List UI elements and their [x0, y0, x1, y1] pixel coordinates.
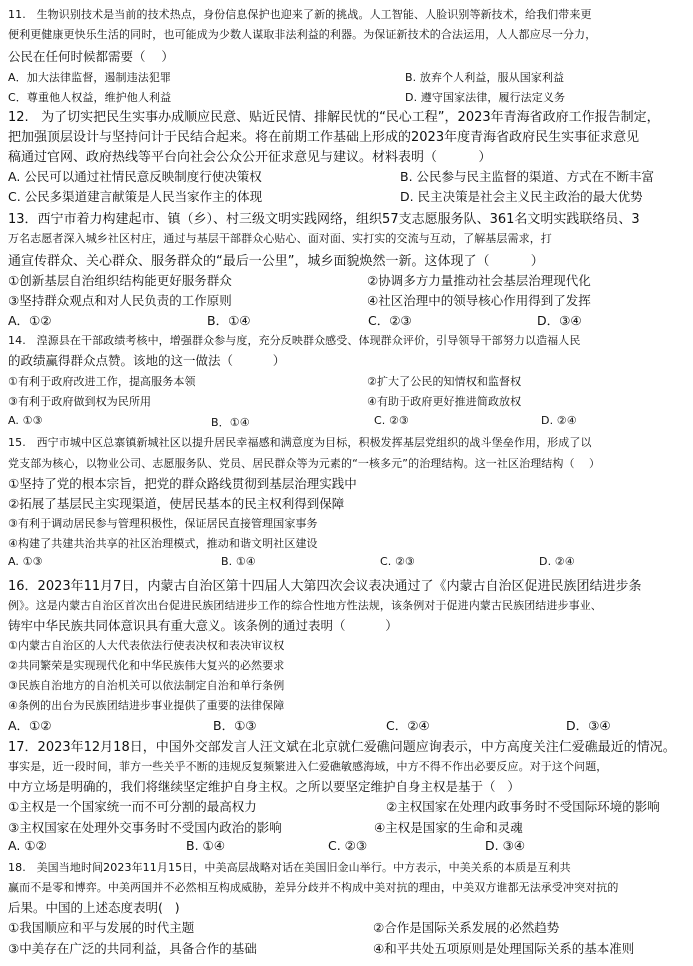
q18-stem-line-2: 赢而不是零和博弈。中美两国并不必然相互构成威胁，差异分歧并不构成中美对抗的理由，中美双方谁都无法承受冲突对抗的 — [8, 881, 619, 894]
q14-statement-2: ②扩大了公民的知情权和监督权 — [367, 375, 522, 388]
q12-stem-line-2: 把加强顶层设计与坚持问计于民结合起来。将在前期工作基础上形成的2023年度青海省政府民生实事征求意见 — [8, 130, 640, 145]
q13-answer-d: D．③④ — [537, 313, 582, 328]
q15-stem-line-2: 党支部为核心，以物业公司、志愿服务队、党员、居民群众等为元素的“一核多元”的治理结构。这一社区治理结构（ ） — [8, 457, 601, 470]
q16-answer-d: D．③④ — [566, 718, 611, 733]
q13-answer-a: A．①② — [8, 313, 52, 328]
q17-answer-d: D. ③④ — [485, 838, 525, 853]
q12-stem-line-1: 12. 为了切实把民生实事办成顺应民意、贴近民情、排解民忧的“民心工程”，2023年青海省政府工作报告制定， — [8, 110, 660, 125]
q14-statement-4: ④有助于政府更好推进简政放权 — [367, 395, 522, 408]
q18-statement-4: ④和平共处五项原则是处理国际关系的基本准则 — [373, 941, 635, 956]
q17-statement-1: ①主权是一个国家统一而不可分割的最高权力 — [8, 799, 257, 814]
q16-stem-line-3: 铸牢中华民族共同体意识具有重大意义。该条例的通过表明（ ） — [8, 618, 398, 633]
q11-stem-line-2: 便利更健康更快乐生活的同时，也可能成为少数人谋取非法利益的利器。为保证新技术的合法运用，人人都应尽一分力， — [8, 28, 597, 41]
q13-statement-2: ②协调多方力量推动社会基层治理现代化 — [367, 273, 591, 288]
q17-statement-2: ②主权国家在处理内政事务时不受国际环境的影响 — [386, 799, 660, 814]
q16-statement-3: ③民族自治地方的自治机关可以依法制定自治和单行条例 — [8, 679, 285, 692]
q16-answer-a: A．①② — [8, 718, 52, 733]
q14-stem-line-2: 的政绩赢得群众点赞。该地的这一做法（ ） — [8, 353, 286, 368]
q13-stem-line-2: 万名志愿者深入城乡社区村庄，通过与基层干部群众心贴心、面对面、实打实的交流与互动，了解基层需求，打 — [8, 232, 552, 245]
q12-option-a: A. 公民可以通过社情民意反映制度行使决策权 — [8, 169, 262, 184]
q13-statement-1: ①创新基层自治组织结构能更好服务群众 — [8, 273, 232, 288]
q14-answer-b: B．①④ — [211, 416, 250, 429]
q17-stem-line-1: 17．2023年12月18日，中国外交部发言人汪文斌在北京就仁爱礁问题应询表示，中方高度关注仁爱礁最近的情况。 — [8, 740, 676, 755]
q16-statement-4: ④条例的出台为民族团结进步事业提供了重要的法律保障 — [8, 699, 285, 712]
q18-stem-line-1: 18. 美国当地时间2023年11月15日，中美高层战略对话在美国旧金山举行。中方表示，中美关系的本质是互利共 — [8, 861, 571, 874]
q17-stem-line-3: 中方立场是明确的，我们将继续坚定维护自身主权。之所以要坚定维护自身主权是基于（ ） — [8, 779, 520, 794]
q16-stem-line-1: 16．2023年11月7日，内蒙古自治区第十四届人大第四次会议表决通过了《内蒙古自治区促进民族团结进步条 — [8, 579, 642, 594]
q14-answer-a: A. ①③ — [8, 414, 43, 427]
q15-answer-b: B. ①④ — [221, 555, 256, 568]
q17-statement-3: ③主权国家在处理外交事务时不受国内政治的影响 — [8, 820, 282, 835]
q16-stem-line-2: 例》。这是内蒙古自治区首次出台促进民族团结进步工作的综合性地方性法规，该条例对于促进内蒙古民族团结进步事业、 — [8, 599, 602, 612]
q16-answer-b: B．①③ — [213, 718, 257, 733]
q14-statement-1: ①有利于政府改进工作，提高服务本领 — [8, 375, 196, 388]
q11-option-c: C．尊重他人权益，维护他人利益 — [8, 91, 172, 104]
q17-answer-b: B. ①④ — [186, 838, 225, 853]
q13-answer-b: B．①④ — [207, 313, 251, 328]
q11-option-b: B. 放弃个人利益，服从国家利益 — [405, 71, 565, 84]
q15-statement-1: ①坚持了党的根本宗旨，把党的群众路线贯彻到基层治理实践中 — [8, 476, 357, 491]
q14-stem-line-1: 14. 湟源县在干部政绩考核中，增强群众参与度，充分反映群众感受、体现群众评价，引导领导干部努力以造福人民 — [8, 334, 581, 347]
q15-statement-4: ④构建了共建共治共享的社区治理模式，推动和谐文明社区建设 — [8, 537, 318, 550]
q12-option-b: B. 公民参与民主监督的渠道、方式在不断丰富 — [400, 169, 655, 184]
q14-answer-d: D. ②④ — [541, 414, 577, 427]
q17-answer-a: A. ①② — [8, 838, 47, 853]
q17-stem-line-2: 事实是，近一段时间，菲方一些关乎不断的违规反复频繁进入仁爱礁敏感海域，中方不得不作出必要反应。对于这个问题， — [8, 760, 608, 773]
q17-statement-4: ④主权是国家的生命和灵魂 — [374, 820, 523, 835]
q11-option-d: D. 遵守国家法律，履行法定义务 — [405, 91, 566, 104]
q13-statement-3: ③坚持群众观点和对人民负责的工作原则 — [8, 293, 232, 308]
q15-answer-c: C. ②③ — [380, 555, 415, 568]
q15-answer-d: D. ②④ — [539, 555, 575, 568]
q11-option-a: A．加大法律监督，遏制违法犯罪 — [8, 71, 172, 84]
q12-stem-line-3: 稿通过官网、政府热线等平台向社会公众公开征求意见与建议。材料表明（ ） — [8, 150, 492, 165]
q14-answer-c: C. ②③ — [374, 414, 409, 427]
q17-answer-c: C. ②③ — [328, 838, 368, 853]
q18-statement-2: ②合作是国际关系发展的必然趋势 — [373, 920, 560, 935]
q13-answer-c: C．②③ — [368, 313, 412, 328]
q15-statement-2: ②拓展了基层民主实现渠道，使居民基本的民主权利得到保障 — [8, 496, 345, 511]
q18-statement-3: ③中美存在广泛的共同利益，具备合作的基础 — [8, 941, 257, 956]
q18-statement-1: ①我国顺应和平与发展的时代主题 — [8, 920, 195, 935]
q16-statement-1: ①内蒙古自治区的人大代表依法行使表决权和表决审议权 — [8, 639, 285, 652]
q11-stem-line-1: 11. 生物识别技术是当前的技术热点，身份信息保护也迎来了新的挑战。人工智能、人脸识别等新技术，给我们带来更 — [8, 8, 592, 21]
q14-statement-3: ③有利于政府做到权为民所用 — [8, 395, 152, 408]
q15-statement-3: ③有利于调动居民参与管理积极性，保证居民直接管理国家事务 — [8, 517, 318, 530]
q12-option-d: D. 民主决策是社会主义民主政治的最大优势 — [400, 189, 643, 204]
q15-answer-a: A. ①③ — [8, 555, 43, 568]
q16-statement-2: ②共同繁荣是实现现代化和中华民族伟大复兴的必然要求 — [8, 659, 285, 672]
q11-stem-line-3: 公民在任何时候都需要（ ） — [8, 49, 174, 64]
q13-stem-line-1: 13．西宁市着力构建起市、镇（乡）、村三级文明实践网络，组织57支志愿服务队、361名文明实践联络员、3 — [8, 212, 640, 227]
q18-stem-line-3: 后果。中国的上述态度表明( ) — [8, 900, 180, 915]
q16-answer-c: C．②④ — [386, 718, 430, 733]
q13-stem-line-3: 通宣传群众、关心群众、服务群众的“最后一公里”，城乡面貌焕然一新。这体现了（ ） — [8, 254, 544, 269]
q12-option-c: C. 公民多渠道建言献策是人民当家作主的体现 — [8, 189, 263, 204]
q13-statement-4: ④社区治理中的领导核心作用得到了发挥 — [367, 293, 591, 308]
q15-stem-line-1: 15. 西宁市城中区总寨镇新城社区以提升居民幸福感和满意度为目标，积极发挥基层党组织的战斗堡垒作用，形成了以 — [8, 436, 592, 449]
